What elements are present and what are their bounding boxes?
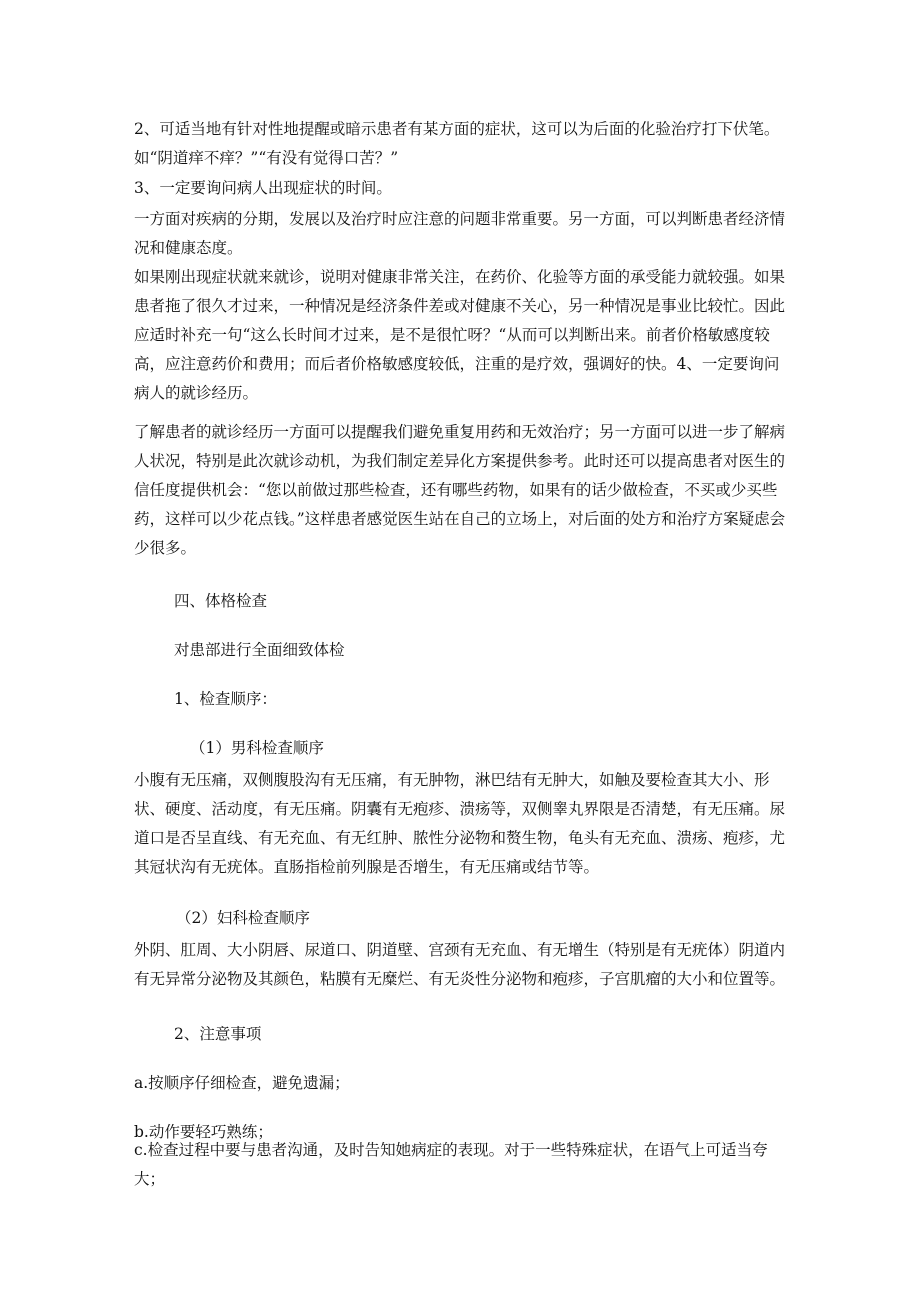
- paragraph-female-exam: 外阴、肛周、大小阴唇、尿道口、阴道壁、宫颈有无充血、有无增生（特别是有无疣体）阴道内有无异常分泌物及其颜色，粘膜有无糜烂、有无炎性分泌物和疱疹，子宫肌瘤的大小和位置等。: [134, 941, 786, 988]
- subheading-precautions: 2、注意事项: [174, 1025, 262, 1043]
- item-a: a.按顺序仔细检查，避免遗漏；: [134, 1074, 350, 1092]
- subheading-exam-order: 1、检查顺序：: [174, 690, 277, 708]
- item-c: c.检查过程中要与患者沟通，及时告知她病症的表现。对于一些特殊症状，在语气上可适当夸大；: [134, 1141, 768, 1188]
- intro-line: 对患部进行全面细致体检: [174, 641, 345, 659]
- paragraph-visit-history: 了解患者的就诊经历一方面可以提醒我们避免重复用药和无效治疗；另一方面可以进一步了解病人状况，特别是此次就诊动机，为我们制定差异化方案提供参考。此时还可以提高患者对医生的信任度提供机会：“您以前做过那些检查，还有哪些药物，如果有的话少做检查，不买或少买些药，这样可以少花点钱。”这样患者感觉医生站在自己的立场上，对后面的处方和治疗方案疑虑会少很多。: [134, 423, 786, 557]
- paragraph-example-questions: 如“阴道痒不痒？”“有没有觉得口苦？”: [134, 149, 399, 167]
- paragraph-male-exam: 小腹有无压痛，双侧腹股沟有无压痛，有无肿物，淋巴结有无肿大，如触及要检查其大小、形状、硬度、活动度，有无压痛。阴囊有无疱疹、溃疡等，双侧睾丸界限是否清楚，有无压痛。尿道口是否呈直线、有无充血、有无红肿、脓性分泌物和赘生物，龟头有无充血、溃疡、疱疹，尤其冠状沟有无疣体。直肠指检前列腺是否增生，有无压痛或结节等。: [134, 771, 786, 876]
- item-b: b.动作要轻巧熟练；: [134, 1123, 273, 1141]
- section-heading-physical-exam: 四、体格检查: [174, 592, 268, 610]
- paragraph-price-sensitivity: 如果刚出现症状就来就诊，说明对健康非常关注，在药价、化验等方面的承受能力就较强。如果患者拖了很久才过来，一种情况是经济条件差或对健康不关心，另一种情况是事业比较忙。因此应适时补充一句“这么长时间才过来，是不是很忙呀？“从而可以判断出来。前者价格敏感度较高，应注意药价和费用；而后者价格敏感度较低，注重的是疗效，强调好的快。4、一定要询问病人的就诊经历。: [134, 268, 786, 402]
- subheading-female-exam: （2）妇科检查顺序: [176, 909, 310, 927]
- subheading-male-exam: （1）男科检查顺序: [190, 739, 324, 757]
- paragraph-staging: 一方面对疾病的分期，发展以及治疗时应注意的问题非常重要。另一方面，可以判断患者经济情况和健康态度。: [134, 210, 786, 257]
- paragraph-history-3: 3、一定要询问病人出现症状的时间。: [134, 179, 392, 197]
- paragraph-history-2: 2、可适当地有针对性地提醒或暗示患者有某方面的症状，这可以为后面的化验治疗打下伏笔。: [134, 120, 780, 138]
